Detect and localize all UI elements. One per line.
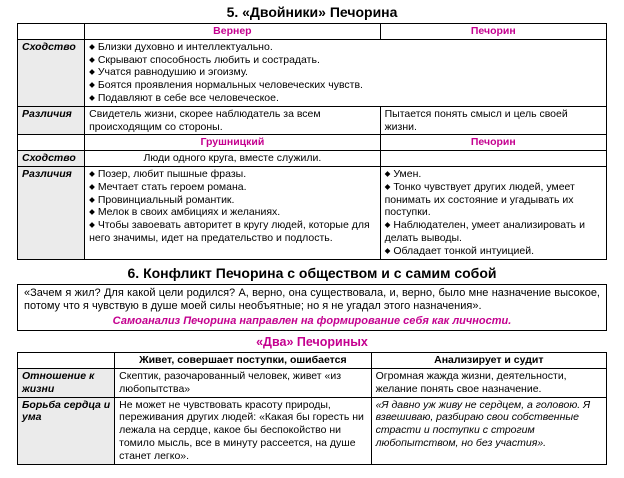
pechorin-header-1: Печорин bbox=[380, 24, 606, 40]
pechorin-difference-cell-2 bbox=[380, 167, 606, 260]
difference-label-1: Различия bbox=[18, 106, 85, 135]
two-pechorins-subtitle: «Два» Печориных bbox=[256, 335, 368, 350]
attitude-judges-cell: Огромная жажда жизни, деятельности, желание понять свое назначение. bbox=[371, 369, 606, 398]
list-item bbox=[89, 219, 376, 245]
header-row bbox=[18, 353, 607, 369]
diamond-bullet-icon: ◆ bbox=[89, 54, 95, 64]
grushnitsky-difference-cell bbox=[85, 167, 381, 260]
self-analysis-note: Самоанализ Печорина направлен на формирование себя как личности. bbox=[112, 315, 512, 328]
struggle-acts-cell: Не может не чувствовать красоту природы, переживания других людей: «Какая бы горесть ни лежала на сердце, какое бы беспокойство ни томило мысль, все в минуту рассеется, на душе станет легко». bbox=[115, 397, 371, 464]
similarity-text-cell: Люди одного круга, вместе служили. bbox=[85, 151, 381, 167]
two-pechorins-table bbox=[17, 352, 607, 464]
diamond-bullet-icon: ◆ bbox=[89, 181, 95, 191]
list-item bbox=[385, 168, 602, 181]
similarity-label-2: Сходство bbox=[18, 151, 85, 167]
list-item bbox=[89, 168, 376, 181]
struggle-judges-cell: «Я давно уж живу не сердцем, а головою. Я взвешиваю, разбираю свои собственные страсти и поступки с строгим любопытством, но без участия». bbox=[371, 397, 606, 464]
diamond-bullet-icon: ◆ bbox=[89, 80, 95, 90]
diamond-bullet-icon: ◆ bbox=[89, 207, 95, 217]
list-item bbox=[89, 194, 376, 207]
doubles-table bbox=[17, 23, 607, 260]
acts-header: Живет, совершает поступки, ошибается bbox=[115, 353, 371, 369]
diamond-bullet-icon: ◆ bbox=[89, 93, 95, 103]
pechorin-header-2: Печорин bbox=[380, 135, 606, 151]
diamond-bullet-icon: ◆ bbox=[384, 220, 391, 230]
diamond-bullet-icon: ◆ bbox=[89, 194, 95, 204]
list-item bbox=[385, 219, 602, 245]
list-item bbox=[89, 41, 602, 54]
diamond-bullet-icon: ◆ bbox=[384, 181, 391, 191]
empty-corner-cell bbox=[18, 24, 85, 40]
list-item-text: Мелок в своих амбициях и желаниях. bbox=[97, 206, 281, 219]
similarity-list-cell bbox=[85, 39, 607, 106]
pechorin-difference-cell-1: Пытается понять смысл и цель своей жизни. bbox=[380, 106, 606, 135]
diamond-bullet-icon: ◆ bbox=[89, 220, 95, 230]
list-item bbox=[89, 206, 376, 219]
list-item-text: Подавляют в себе все человеческое. bbox=[97, 92, 279, 105]
list-item-text: Боятся проявления нормальных человеческих чувств. bbox=[97, 79, 363, 92]
list-item bbox=[89, 66, 602, 79]
empty-corner-cell bbox=[18, 353, 115, 369]
list-item-text: Тонко чувствует других людей, умеет понимать их состояние и угадывать их поступки. bbox=[384, 180, 575, 219]
difference-row-grushnitsky bbox=[18, 167, 607, 260]
list-item-text: Близки духовно и интеллектуально. bbox=[97, 40, 273, 53]
verner-header: Вернер bbox=[85, 24, 381, 40]
header-row-verner bbox=[18, 24, 607, 40]
diamond-bullet-icon: ◆ bbox=[89, 41, 95, 51]
empty-cell bbox=[380, 151, 606, 167]
list-item bbox=[89, 181, 376, 194]
attitude-label: Отношение к жизни bbox=[18, 369, 115, 398]
list-item-text: Мечтает стать героем романа. bbox=[97, 180, 247, 193]
empty-corner-cell bbox=[18, 135, 85, 151]
list-item bbox=[89, 54, 602, 67]
list-item-text: Скрывают способность любить и сострадать. bbox=[97, 53, 320, 66]
list-item-text: Чтобы завоевать авторитет в кругу людей, которые для него значимы, идет на предательство и подлость. bbox=[89, 219, 370, 245]
section5-title: 5. «Двойники» Печорина bbox=[226, 4, 398, 20]
similarity-row-verner bbox=[18, 39, 607, 106]
list-item-text: Учатся равнодушию и эгоизму. bbox=[97, 66, 248, 79]
similarity-label-1: Сходство bbox=[18, 39, 85, 106]
list-item-text: Умен. bbox=[393, 168, 422, 181]
attitude-row bbox=[18, 369, 607, 398]
judges-header: Анализирует и судит bbox=[371, 353, 606, 369]
header-row-grushnitsky bbox=[18, 135, 607, 151]
diamond-bullet-icon: ◆ bbox=[384, 169, 391, 179]
grushnitsky-header: Грушницкий bbox=[85, 135, 381, 151]
diamond-bullet-icon: ◆ bbox=[384, 245, 391, 255]
difference-row-verner bbox=[18, 106, 607, 135]
diamond-bullet-icon: ◆ bbox=[89, 169, 95, 179]
verner-difference-cell: Свидетель жизни, скорее наблюдатель за всем происходящим со стороны. bbox=[85, 106, 381, 135]
list-item bbox=[385, 181, 602, 219]
list-item-text: Позер, любит пышные фразы. bbox=[97, 168, 247, 181]
list-item-text: Наблюдателен, умеет анализировать и делать выводы. bbox=[384, 219, 585, 245]
list-item bbox=[89, 92, 602, 105]
pechorin-quote: «Зачем я жил? Для какой цели родился? А, верно, она существовала, и, верно, было мне назначение высокое, потому что я чувствую в душе моей силы необъятные; но я не угадал этого назначения». bbox=[24, 286, 600, 313]
similarity-row-grushnitsky bbox=[18, 151, 607, 167]
section6-title: 6. Конфликт Печорина с обществом и с самим собой bbox=[127, 264, 497, 281]
list-item-text: Провинциальный романтик. bbox=[97, 193, 235, 206]
pechorin-quote-box bbox=[17, 284, 607, 332]
diamond-bullet-icon: ◆ bbox=[89, 67, 95, 77]
list-item-text: Обладает тонкой интуицией. bbox=[393, 244, 535, 257]
struggle-row bbox=[18, 397, 607, 464]
difference-label-2: Различия bbox=[18, 167, 85, 260]
struggle-label: Борьба сердца и ума bbox=[18, 397, 115, 464]
list-item bbox=[89, 79, 602, 92]
attitude-acts-cell: Скептик, разочарованный человек, живет «из любопытства» bbox=[115, 369, 371, 398]
list-item bbox=[385, 245, 602, 258]
